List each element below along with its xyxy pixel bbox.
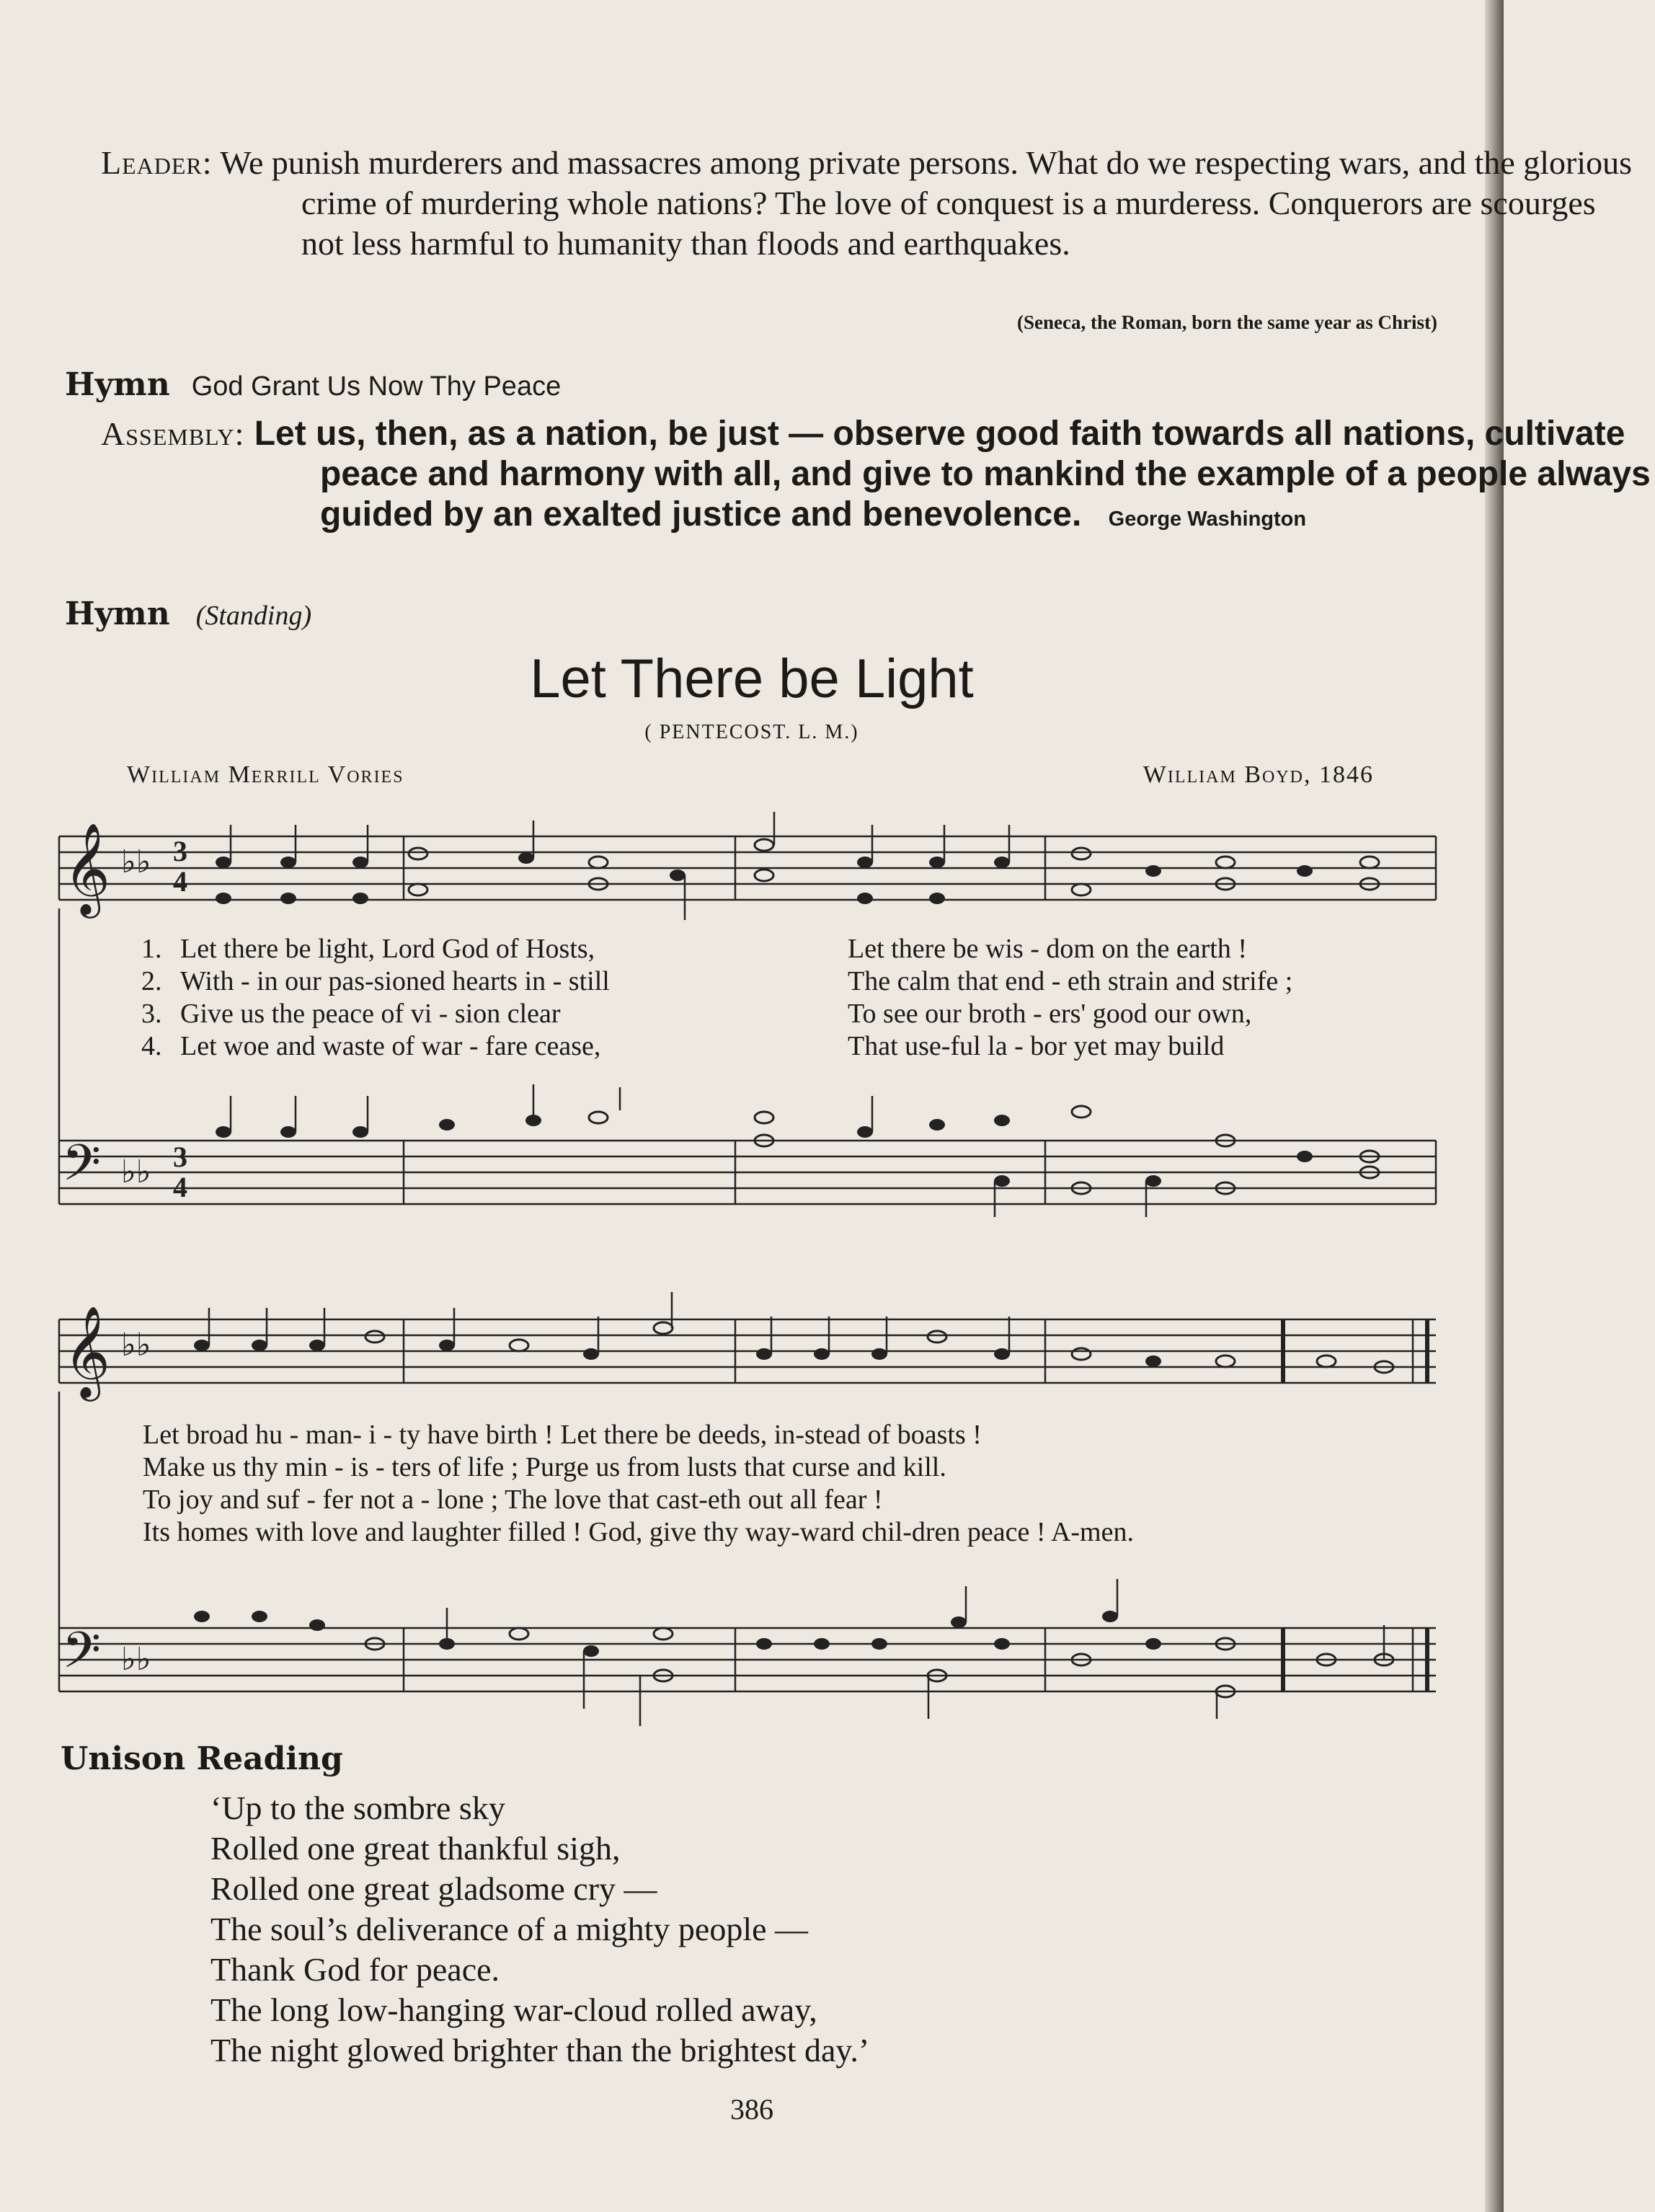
poem-line: Thank God for peace. [210, 1951, 500, 1988]
lyrics-verse-2-a [141, 965, 610, 998]
lyric-line: Let woe and waste of war - fare cease, [180, 1031, 601, 1061]
verse-number: 2. [141, 966, 162, 996]
unison-poem [210, 1788, 869, 2071]
refrain-line-1: Let broad hu - man- i - ty have birth ! Let there be deeds, in-stead of boasts ! [143, 1420, 982, 1450]
lyrics-verse-1-a [141, 933, 595, 965]
hymn-label: Hymn [65, 366, 170, 403]
poem-line: The night glowed brighter than the brightest day.’ [210, 2032, 870, 2069]
svg-text:𝄞: 𝄞 [63, 822, 111, 914]
refrain-line-3: To joy and suf - fer not a - lone ; The love that cast-eth out all fear ! [143, 1485, 883, 1515]
svg-text:4: 4 [173, 1171, 187, 1203]
poem-line: The long low-hanging war-cloud rolled away, [210, 1991, 817, 2028]
lyrics-verse-3-b: To see our broth - ers' good our own, [848, 999, 1252, 1029]
assembly-text: Let us, then, as a nation, be just — observe good faith towards all nations, cultivate peace and harmony with all, and give to mankind the example of a people always guided by an exalted justice and benevolence. [254, 415, 1651, 534]
svg-text:4: 4 [173, 865, 187, 898]
hymn-heading-1 [65, 366, 561, 403]
poem-line: Rolled one great thankful sigh, [210, 1830, 621, 1867]
bass-staff-2 [0, 1565, 1504, 1730]
lyric-line: Let there be light, Lord God of Hosts, [180, 934, 595, 964]
hymn-title: God Grant Us Now Thy Peace [191, 371, 562, 402]
lyrics-verse-1-b: Let there be wis - dom on the earth ! [848, 934, 1247, 964]
svg-text:♭♭: ♭♭ [121, 844, 151, 880]
leader-reading [101, 143, 1642, 264]
unison-heading [61, 1740, 343, 1777]
treble-staff-1 [0, 815, 1504, 930]
poet-credit: William Merrill Vories [127, 761, 404, 788]
hymn-label: Hymn [65, 596, 170, 632]
hymn-heading-2 [65, 596, 311, 632]
verse-number: 4. [141, 1031, 162, 1061]
lyrics-verse-2-b: The calm that end - eth strain and strife ; [848, 966, 1293, 996]
svg-text:𝄢: 𝄢 [62, 1133, 102, 1204]
svg-text:♭♭: ♭♭ [121, 1327, 151, 1363]
lyric-line: With - in our pas-sioned hearts in - still [180, 966, 610, 996]
tune-name: ( PENTECOST. L. M.) [644, 721, 859, 743]
song-title: Let There be Light [530, 648, 974, 709]
leader-text: We punish murderers and massacres among private persons. What do we respecting wars, and the glorious crime of murdering whole nations? The love of conquest is a murderess. Conquerors are scourges not less harmful to humanity than floods and earthquakes. [220, 144, 1633, 262]
assembly-author: George Washington [1108, 508, 1307, 531]
composer-credit: William Boyd, 1846 [1142, 761, 1374, 788]
leader-citation: (Seneca, the Roman, born the same year as Christ) [1017, 311, 1437, 333]
page-number: 386 [730, 2093, 773, 2125]
svg-text:♭♭: ♭♭ [121, 1641, 151, 1678]
treble-staff-2 [0, 1276, 1504, 1420]
refrain-line-4: Its homes with love and laughter filled ! God, give thy way-ward chil-dren peace ! A-men. [143, 1517, 1134, 1547]
poem-line: ‘Up to the sombre sky [210, 1789, 505, 1826]
assembly-reading [101, 414, 1655, 539]
svg-text:3: 3 [173, 835, 187, 867]
poem-line: Rolled one great gladsome cry — [210, 1870, 657, 1907]
unison-label: Unison Reading [61, 1740, 343, 1777]
lyrics-verse-4-a [141, 1030, 600, 1063]
hymn-note: (Standing) [195, 601, 312, 631]
lyrics-verse-3-a [141, 998, 561, 1030]
svg-text:3: 3 [173, 1141, 187, 1173]
svg-text:𝄢: 𝄢 [62, 1621, 102, 1691]
refrain-line-2: Make us thy min - is - ters of life ; Purge us from lusts that curse and kill. [143, 1452, 946, 1482]
assembly-label: Assembly: [101, 415, 245, 452]
verse-number: 3. [141, 999, 162, 1029]
svg-text:𝄞: 𝄞 [63, 1305, 111, 1397]
verse-number: 1. [141, 934, 162, 964]
lyrics-verse-4-b: That use-ful la - bor yet may build [848, 1031, 1225, 1061]
svg-text:♭♭: ♭♭ [121, 1154, 151, 1190]
lyric-line: Give us the peace of vi - sion clear [180, 999, 561, 1029]
poem-line: The soul’s deliverance of a mighty people — [210, 1911, 809, 1947]
leader-label: Leader: [101, 144, 213, 181]
bass-staff-1 [0, 1081, 1504, 1226]
